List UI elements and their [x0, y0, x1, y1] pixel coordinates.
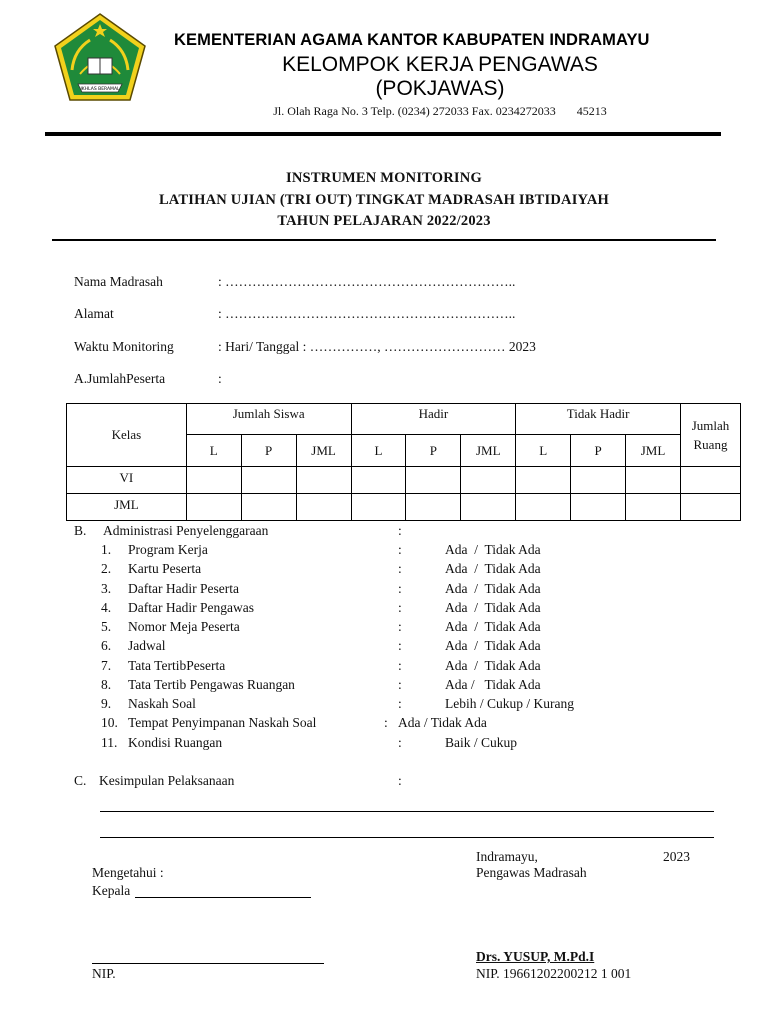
- admin-item-num: 6.: [101, 638, 112, 653]
- waktu-monitoring-field[interactable]: : Hari/ Tanggal : ……………, ……………………… 2023: [218, 339, 536, 354]
- table-cell[interactable]: [241, 494, 296, 521]
- sign-year: 2023: [663, 849, 690, 864]
- table-cell[interactable]: [571, 467, 626, 494]
- sub-header-jml: JML: [626, 435, 681, 467]
- nama-madrasah-field[interactable]: : ………………………………………………………..: [218, 274, 516, 289]
- org-name: KELOMPOK KERJA PENGAWAS: [282, 53, 598, 76]
- table-cell[interactable]: [461, 467, 516, 494]
- header-tidak-hadir: Tidak Hadir: [516, 404, 681, 435]
- admin-item-colon: :: [398, 561, 402, 576]
- admin-item-colon: :: [398, 658, 402, 673]
- conclusion-writing-line[interactable]: [100, 837, 714, 838]
- admin-item-colon: :: [398, 677, 402, 692]
- admin-item-option[interactable]: Ada / Tidak Ada: [445, 561, 541, 576]
- table-cell[interactable]: [186, 494, 241, 521]
- jumlah-peserta-colon: :: [218, 371, 222, 386]
- sub-header-jml: JML: [461, 435, 516, 467]
- sub-header-p: P: [241, 435, 296, 467]
- section-c-title: Kesimpulan Pelaksanaan: [99, 773, 235, 788]
- table-cell[interactable]: [516, 467, 571, 494]
- table-cell[interactable]: [461, 494, 516, 521]
- table-cell[interactable]: [406, 494, 461, 521]
- alamat-label: Alamat: [74, 306, 114, 321]
- row-label-jml: JML: [67, 494, 187, 521]
- section-b-letter: B.: [74, 523, 87, 538]
- admin-item-label: Kondisi Ruangan: [128, 735, 223, 750]
- sign-place: Indramayu,: [476, 849, 538, 864]
- section-b-title: Administrasi Penyelenggaraan: [103, 523, 269, 538]
- sub-header-p: P: [571, 435, 626, 467]
- admin-item-colon: :: [398, 696, 402, 711]
- sub-header-l: L: [186, 435, 241, 467]
- admin-item-option[interactable]: Ada / Tidak Ada: [398, 715, 487, 730]
- org-abbrev: (POKJAWAS): [375, 77, 505, 100]
- table-row: [67, 467, 741, 494]
- title-divider: [52, 239, 716, 241]
- nama-madrasah-label: Nama Madrasah: [74, 274, 163, 289]
- admin-item-label: Daftar Hadir Pengawas: [128, 600, 254, 615]
- admin-item-colon: :: [398, 600, 402, 615]
- table-cell[interactable]: [516, 494, 571, 521]
- admin-item-num: 11.: [101, 735, 118, 750]
- sub-header-jml: JML: [296, 435, 351, 467]
- admin-item-colon: :: [398, 638, 402, 653]
- sub-header-l: L: [516, 435, 571, 467]
- admin-item-num: 5.: [101, 619, 112, 634]
- admin-item-label: Tempat Penyimpanan Naskah Soal: [128, 715, 317, 730]
- admin-item-colon: :: [398, 542, 402, 557]
- table-cell[interactable]: [351, 467, 406, 494]
- table-cell[interactable]: [626, 467, 681, 494]
- header-jumlah-ruang-line2: Ruang: [693, 437, 728, 452]
- table-row: [67, 494, 741, 521]
- admin-item-num: 8.: [101, 677, 112, 692]
- admin-item-label: Program Kerja: [128, 542, 208, 557]
- admin-item-option[interactable]: Ada / Tidak Ada: [445, 542, 541, 557]
- admin-item-colon: :: [398, 735, 402, 750]
- admin-item-num: 9.: [101, 696, 112, 711]
- table-cell[interactable]: [571, 494, 626, 521]
- admin-item-option[interactable]: Ada / Tidak Ada: [445, 581, 541, 596]
- header-kelas: Kelas: [67, 404, 187, 467]
- admin-item-option[interactable]: Baik / Cukup: [445, 735, 518, 750]
- org-ministry: KEMENTERIAN AGAMA KANTOR KABUPATEN INDRAMAYU: [174, 31, 650, 49]
- admin-item-colon: :: [398, 581, 402, 596]
- doc-title-line1: INSTRUMEN MONITORING: [286, 170, 482, 186]
- header-jumlah-ruang: [680, 404, 740, 467]
- admin-item-option[interactable]: Ada / Tidak Ada: [445, 619, 541, 634]
- admin-item-num: 1.: [101, 542, 112, 557]
- kemenag-logo: [50, 10, 150, 105]
- admin-item-label: Kartu Peserta: [128, 561, 202, 576]
- org-address: Jl. Olah Raga No. 3 Telp. (0234) 272033 Fax. 0234272033 45213: [273, 104, 607, 118]
- admin-item-option[interactable]: Ada / Tidak Ada: [445, 677, 541, 692]
- section-b-colon: :: [398, 523, 402, 538]
- table-cell[interactable]: [351, 494, 406, 521]
- admin-item-label: Nomor Meja Peserta: [128, 619, 240, 634]
- header-divider: [45, 132, 721, 136]
- table-cell[interactable]: [241, 467, 296, 494]
- sub-header-l: L: [351, 435, 406, 467]
- kepala-nip: NIP.: [92, 966, 116, 981]
- doc-title-line3: TAHUN PELAJARAN 2022/2023: [277, 213, 491, 229]
- section-c-colon: :: [398, 773, 402, 788]
- table-cell[interactable]: [406, 467, 461, 494]
- admin-item-label: Naskah Soal: [128, 696, 196, 711]
- logo-ribbon-text: IKHLAS BERAMAL: [80, 87, 120, 92]
- row-label-vi: VI: [67, 467, 187, 494]
- admin-item-num: 2.: [101, 561, 112, 576]
- conclusion-writing-line[interactable]: [100, 811, 714, 812]
- waktu-monitoring-label: Waktu Monitoring: [74, 339, 174, 354]
- table-cell[interactable]: [680, 467, 740, 494]
- admin-item-num: 10.: [101, 715, 118, 730]
- admin-item-option[interactable]: Ada / Tidak Ada: [445, 600, 541, 615]
- admin-item-colon: :: [384, 715, 388, 730]
- table-cell[interactable]: [296, 467, 351, 494]
- admin-item-num: 3.: [101, 581, 112, 596]
- admin-item-option[interactable]: Lebih / Cukup / Kurang: [445, 696, 574, 711]
- header-jumlah-ruang-line1: Jumlah: [691, 418, 730, 433]
- header-jumlah-siswa: Jumlah Siswa: [186, 404, 351, 435]
- section-c-letter: C.: [74, 773, 87, 788]
- admin-item-option[interactable]: Ada / Tidak Ada: [445, 658, 541, 673]
- admin-item-label: Tata TertibPeserta: [128, 658, 226, 673]
- pengawas-name: Drs. YUSUP, M.Pd.I: [476, 949, 595, 964]
- table-cell[interactable]: [626, 494, 681, 521]
- pengawas-title: Pengawas Madrasah: [476, 865, 587, 880]
- table-cell[interactable]: [186, 467, 241, 494]
- header-hadir: Hadir: [351, 404, 516, 435]
- alamat-field[interactable]: : ………………………………………………………..: [218, 306, 516, 321]
- admin-item-num: 7.: [101, 658, 112, 673]
- kepala-label: Kepala: [92, 883, 131, 898]
- mengetahui-label: Mengetahui :: [92, 865, 164, 880]
- admin-item-label: Tata Tertib Pengawas Ruangan: [128, 677, 295, 692]
- admin-item-label: Jadwal: [128, 638, 166, 653]
- doc-title-line2: LATIHAN UJIAN (TRI OUT) TINGKAT MADRASAH IBTIDAIYAH: [158, 192, 610, 208]
- kepala-signature-line[interactable]: [92, 963, 324, 964]
- jumlah-peserta-label: A.JumlahPeserta: [74, 371, 166, 386]
- peserta-table: [66, 403, 741, 521]
- sub-header-p: P: [406, 435, 461, 467]
- admin-item-label: Daftar Hadir Peserta: [128, 581, 239, 596]
- kepala-name-line[interactable]: [135, 897, 311, 898]
- admin-item-colon: :: [398, 619, 402, 634]
- table-cell[interactable]: [680, 494, 740, 521]
- pengawas-nip: NIP. 19661202200212 1 001: [476, 966, 632, 981]
- table-cell[interactable]: [296, 494, 351, 521]
- admin-item-num: 4.: [101, 600, 112, 615]
- admin-item-option[interactable]: Ada / Tidak Ada: [445, 638, 541, 653]
